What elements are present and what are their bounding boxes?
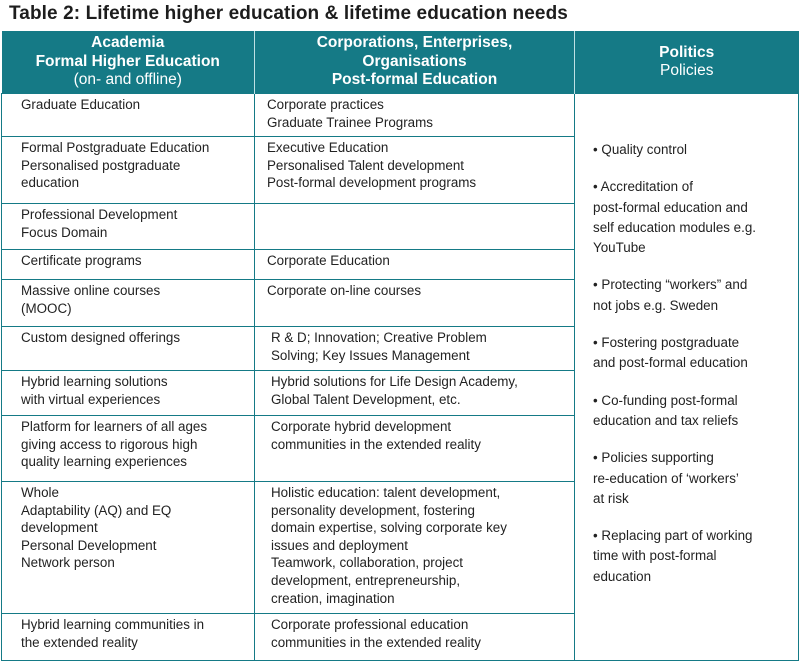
- academia-cell: Massive online courses (MOOC): [2, 280, 255, 327]
- corporations-cell: Holistic education: talent development, personality development, fostering domain expertise, solving corporate key issues and deployment Teamwork, collaboration, project development, entrepreneurship, creation, imagination: [255, 482, 575, 614]
- policy-item: • Policies supporting re-education of ‘workers’ at risk: [593, 450, 739, 506]
- academia-cell: Hybrid learning communities in the extended reality: [2, 614, 255, 661]
- header-corporations-line3: Post-formal Education: [331, 71, 498, 89]
- policies-cell: [575, 94, 799, 661]
- policy-item: • Replacing part of working time with post-formal education: [593, 528, 753, 584]
- academia-cell: Platform for learners of all ages giving access to rigorous high quality learning experiences: [2, 416, 255, 482]
- corporations-cell: R & D; Innovation; Creative Problem Solving; Key Issues Management: [255, 327, 575, 371]
- table-row: [2, 94, 799, 137]
- header-academia-line3: (on- and offline): [73, 71, 182, 89]
- table-title: Table 2: Lifetime higher education & lifetime education needs: [9, 3, 568, 24]
- header-corporations-line2: Organisations: [362, 52, 467, 70]
- corporations-cell: Executive Education Personalised Talent development Post-formal development programs: [255, 137, 575, 204]
- academia-cell: Custom designed offerings: [2, 327, 255, 371]
- header-politics-line1: Politics: [659, 43, 715, 61]
- header-row: [2, 31, 799, 94]
- academia-cell: Certificate programs: [2, 250, 255, 280]
- academia-cell: Hybrid learning solutions with virtual experiences: [2, 371, 255, 416]
- policy-item: • Co-funding post-formal education and tax reliefs: [593, 392, 739, 428]
- corporations-cell: Corporate Education: [255, 250, 575, 280]
- header-corporations: [255, 31, 575, 94]
- header-academia: [2, 31, 255, 94]
- policy-item: • Fostering postgraduate and post-formal education: [593, 335, 748, 371]
- academia-cell: Professional Development Focus Domain: [2, 204, 255, 250]
- corporations-cell: Corporate professional education communities in the extended reality: [255, 614, 575, 661]
- education-needs-table: [1, 31, 799, 661]
- header-academia-line1: Academia: [91, 34, 165, 52]
- corporations-cell: Corporate hybrid development communities in the extended reality: [255, 416, 575, 482]
- corporations-cell: Hybrid solutions for Life Design Academy, Global Talent Development, etc.: [255, 371, 575, 416]
- academia-cell: Whole Adaptability (AQ) and EQ development Personal Development Network person: [2, 482, 255, 614]
- academia-cell: Graduate Education: [2, 94, 255, 137]
- header-politics-line2: Policies: [660, 62, 714, 79]
- corporations-cell: [255, 204, 575, 250]
- header-politics: [575, 31, 799, 94]
- corporations-cell: Corporate practices Graduate Trainee Programs: [255, 94, 575, 137]
- corporations-cell: Corporate on-line courses: [255, 280, 575, 327]
- header-academia-line2: Formal Higher Education: [35, 52, 220, 70]
- policy-item: • Quality control: [593, 142, 687, 157]
- header-corporations-line1: Corporations, Enterprises,: [316, 34, 513, 52]
- academia-cell: Formal Postgraduate Education Personalised postgraduate education: [2, 137, 255, 204]
- policy-item: • Accreditation of post-formal education and self education modules e.g. YouTube: [593, 179, 757, 256]
- policy-item: • Protecting “workers” and not jobs e.g. Sweden: [593, 277, 748, 313]
